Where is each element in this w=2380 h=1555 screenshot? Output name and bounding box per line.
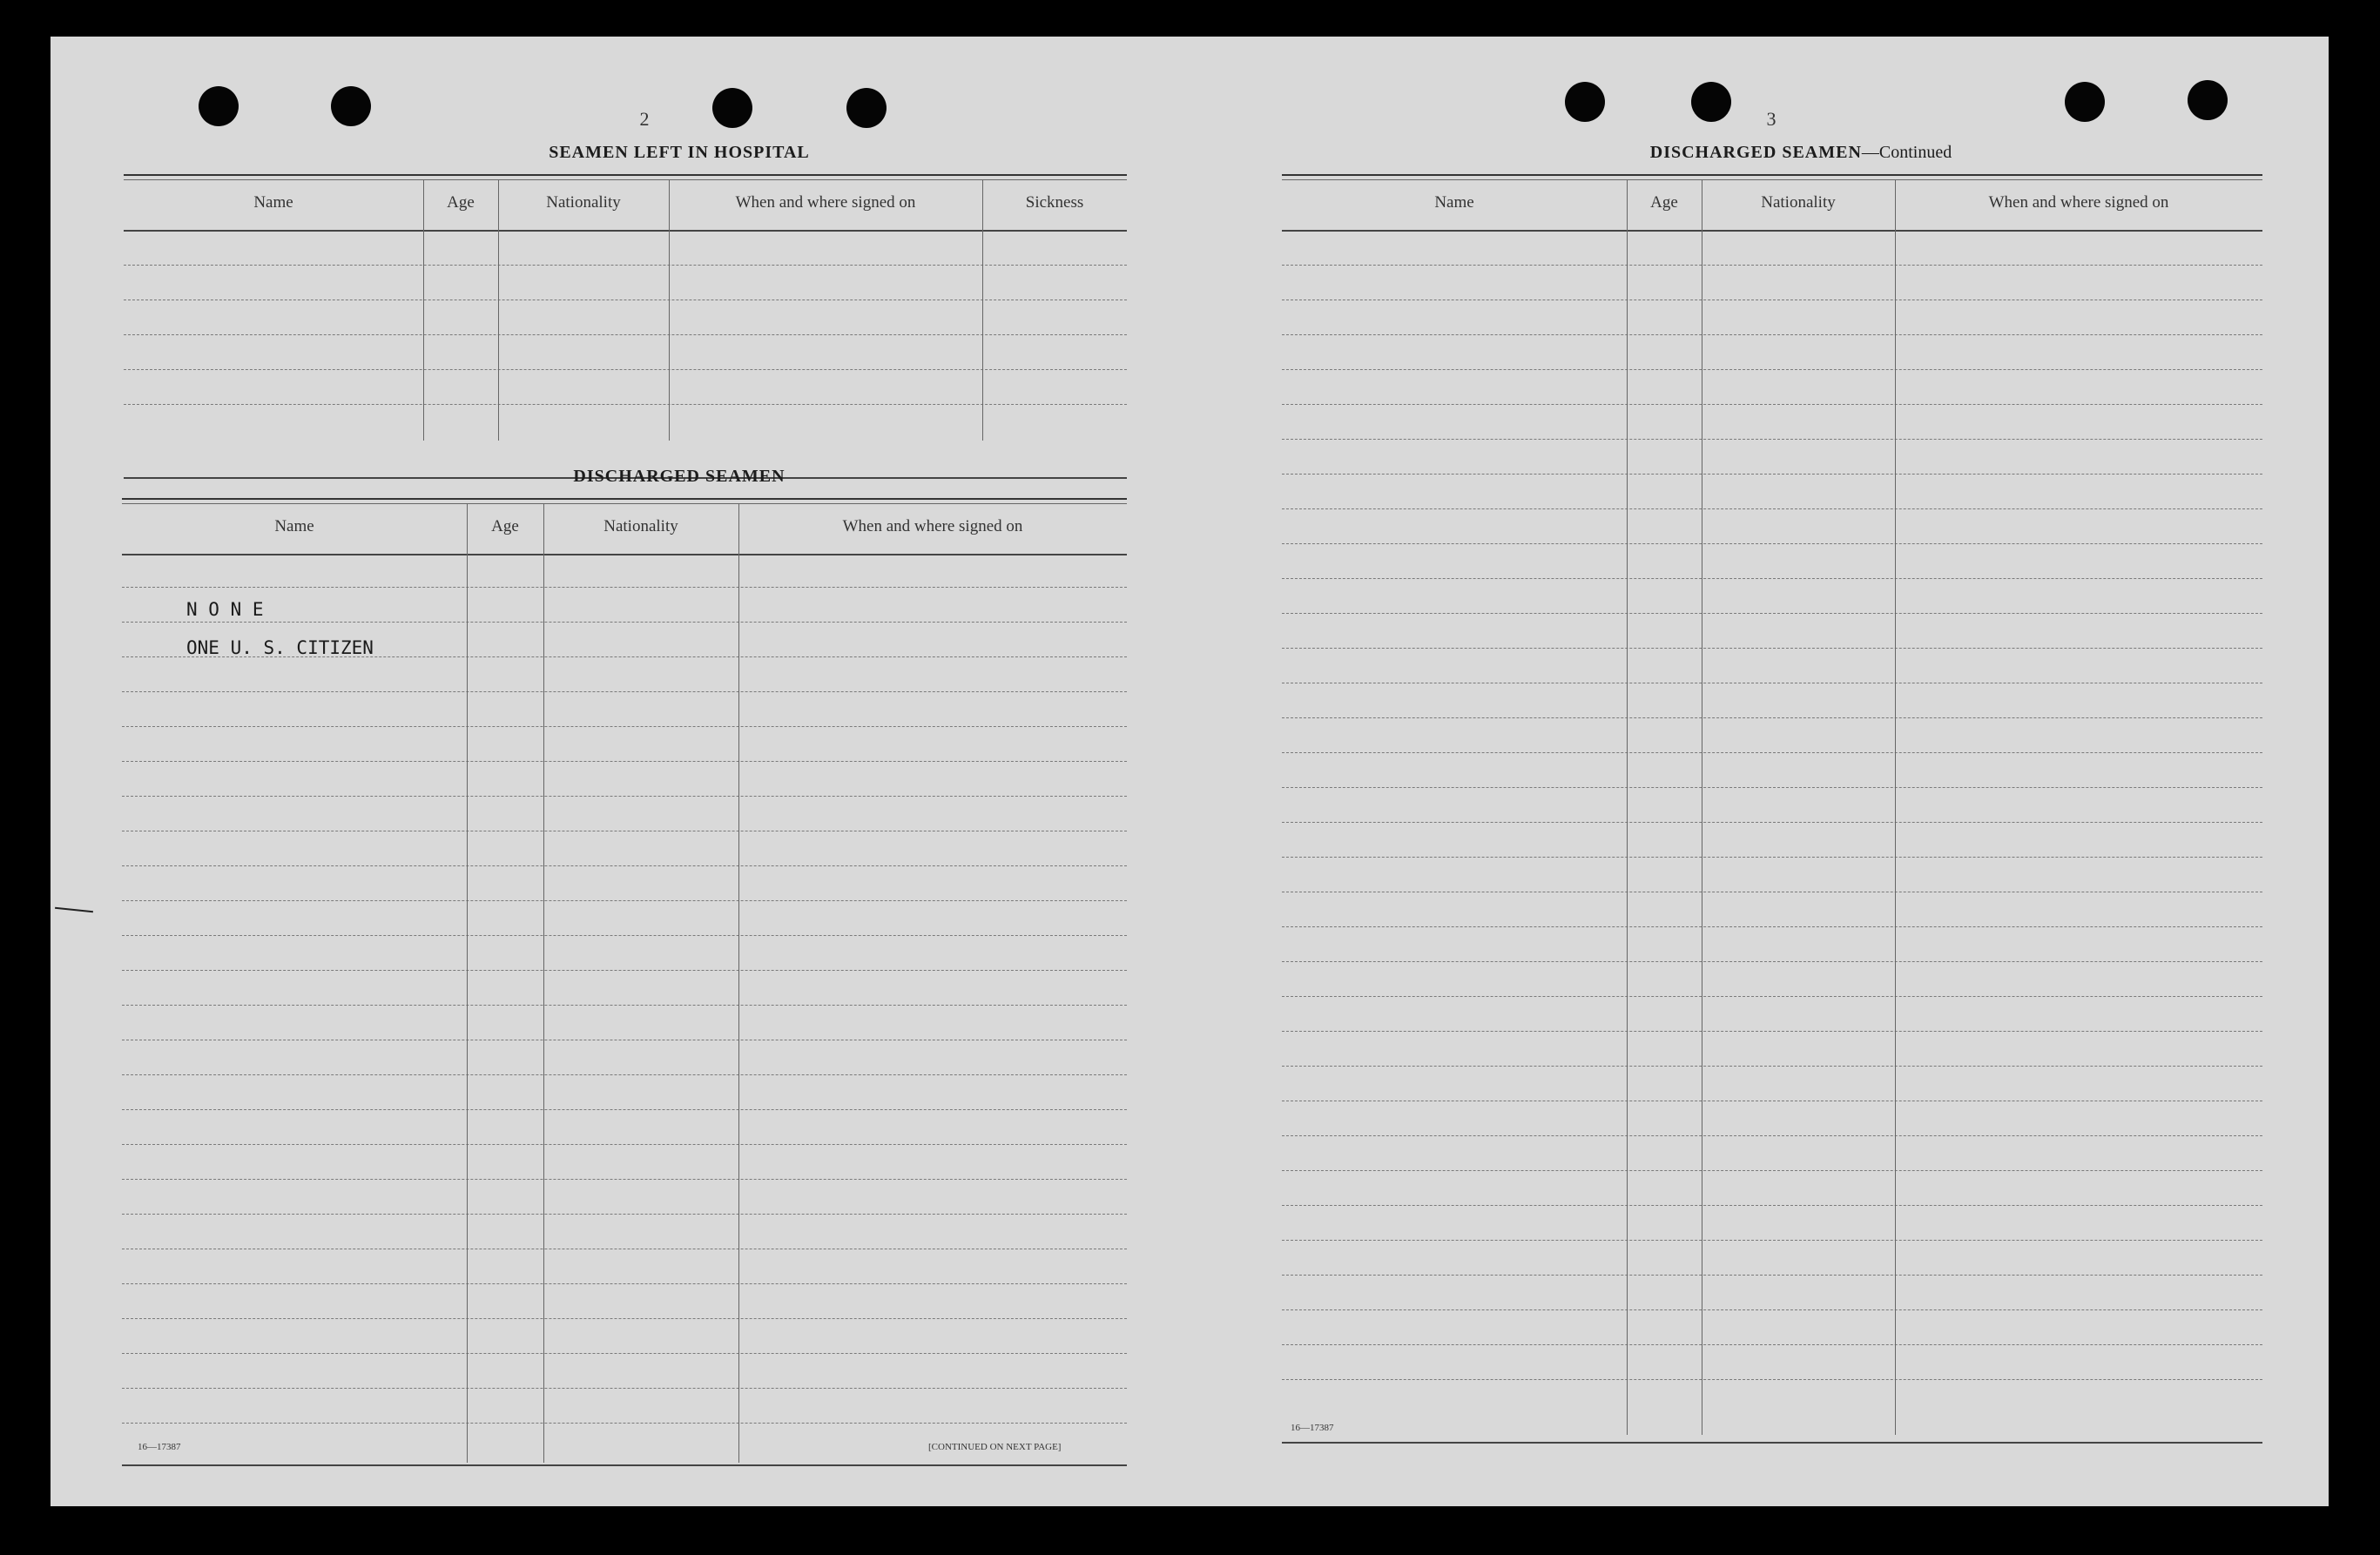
hospital-table bbox=[124, 174, 1127, 484]
form-number-left: 16—17387 bbox=[138, 1442, 181, 1452]
col-header-nationality: Nationality bbox=[546, 193, 621, 212]
punch-hole bbox=[331, 86, 371, 126]
page-number-left: 2 bbox=[639, 108, 650, 130]
discharged-entry: ONE U. S. CITIZEN bbox=[186, 637, 374, 658]
continued-note: [CONTINUED ON NEXT PAGE] bbox=[928, 1442, 1062, 1452]
col-header-nationality: Nationality bbox=[1761, 193, 1836, 212]
page-number-right: 3 bbox=[1766, 108, 1777, 130]
punch-hole bbox=[2065, 82, 2105, 122]
col-header-age: Age bbox=[1650, 193, 1678, 212]
col-header-age: Age bbox=[491, 517, 519, 535]
col-header-name: Name bbox=[274, 517, 314, 535]
continued-suffix: —Continued bbox=[1861, 143, 1952, 162]
col-header-signed-on: When and where signed on bbox=[1988, 193, 2169, 212]
discharged-entry: N O N E bbox=[186, 599, 264, 620]
hospital-section-title: SEAMEN LEFT IN HOSPITAL bbox=[549, 143, 810, 162]
col-header-name: Name bbox=[253, 193, 293, 212]
discharged-continued-title bbox=[1548, 143, 2053, 163]
discharged-section-title: DISCHARGED SEAMEN bbox=[573, 467, 785, 486]
document-sheet bbox=[51, 37, 2329, 1506]
col-header-signed-on: When and where signed on bbox=[842, 517, 1023, 535]
punch-hole bbox=[2188, 80, 2228, 120]
discharged-continued-title-text: DISCHARGED SEAMEN bbox=[1649, 143, 1862, 162]
discharged-continued-table bbox=[1282, 174, 2262, 1461]
punch-hole bbox=[1565, 82, 1605, 122]
scan-mark bbox=[55, 907, 93, 913]
punch-hole bbox=[712, 88, 752, 128]
punch-hole bbox=[199, 86, 239, 126]
punch-hole bbox=[846, 88, 887, 128]
col-header-name: Name bbox=[1434, 193, 1474, 212]
col-header-sickness: Sickness bbox=[1025, 193, 1084, 212]
punch-hole bbox=[1691, 82, 1731, 122]
col-header-nationality: Nationality bbox=[603, 517, 678, 535]
col-header-age: Age bbox=[447, 193, 475, 212]
col-header-signed-on: When and where signed on bbox=[735, 193, 916, 212]
form-number-right: 16—17387 bbox=[1291, 1423, 1334, 1433]
